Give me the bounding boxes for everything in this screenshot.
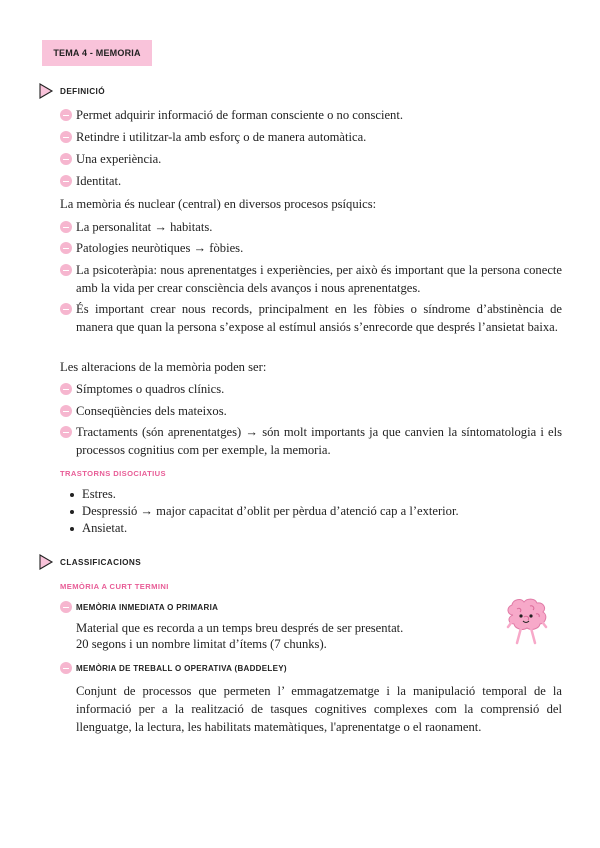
list-item: Patologies neuròtiques → fòbies.	[60, 239, 562, 257]
list-item: Símptomes o quadros clínics.	[60, 380, 562, 398]
page-title: TEMA 4 - MEMORIA	[42, 40, 152, 66]
subsection-heading-inmediata: MEMÒRIA INMEDIATA O PRIMARIA	[60, 601, 218, 613]
section-heading-label: CLASSIFICACIONS	[60, 557, 142, 567]
bullet-icon	[60, 264, 72, 276]
list-item: Permet adquirir informació de forman consciente o no conscient.	[60, 106, 562, 124]
list-item: És important crear nous records, principalment en les fòbies o síndrome d’abstinència de manera que quan la persona s’expose al estímul ansiós s’enrecorde que després l’ansietat baixa.	[60, 300, 562, 336]
list-item: Una experiència.	[60, 150, 562, 168]
bullet-icon	[60, 175, 72, 187]
subheading-trastorns: TRASTORNS DISOCIATIUS	[60, 469, 166, 478]
bullet-icon	[60, 131, 72, 143]
paragraph: La memòria és nuclear (central) en diversos procesos psíquics:	[60, 197, 377, 211]
paragraph-line: 20 segons i un nombre limitat d’ítems (7 chunks).	[76, 637, 327, 651]
list-item: Identitat.	[60, 172, 562, 190]
arrow-icon: →	[140, 504, 154, 518]
bullet-icon	[60, 383, 72, 395]
list-item: La personalitat → habitats.	[60, 218, 562, 236]
bullet-icon	[60, 662, 72, 674]
section-heading-definicio	[38, 83, 105, 99]
list-item: Ansietat.	[70, 519, 127, 537]
list-item: Retindre i utilitzar-la amb esforç o de manera automàtica.	[60, 128, 562, 146]
arrow-icon: →	[154, 220, 167, 234]
paragraph: Les alteracions de la memòria poden ser:	[60, 360, 267, 374]
bullet-icon	[60, 242, 72, 254]
bullet-dot-icon	[70, 493, 74, 497]
bullet-icon	[60, 303, 72, 315]
subsection-heading-treball: MEMÒRIA DE TREBALL O OPERATIVA (BADDELEY)	[60, 662, 287, 674]
subheading-curt-termini: MEMÒRIA A CURT TERMINI	[60, 582, 169, 591]
bullet-dot-icon	[70, 527, 74, 531]
triangle-arrow-icon	[38, 83, 54, 99]
bullet-icon	[60, 221, 72, 233]
triangle-arrow-icon	[38, 554, 54, 570]
list-item: La psicoteràpia: nous aprenentatges i experiències, per això és important que la persona conecte amb la vida per crear consciència dels avanços i nous aprenentatges.	[60, 261, 562, 297]
bullet-dot-icon	[70, 510, 74, 514]
section-heading-label: DEFINICIÓ	[60, 86, 105, 96]
list-item: Despressió → major capacitat d’oblit per pèrdua d’atenció cap a l’exterior.	[70, 502, 459, 520]
list-item: Conseqüències dels mateixos.	[60, 402, 562, 420]
brain-character-icon	[503, 597, 551, 649]
bullet-icon	[60, 405, 72, 417]
list-item: Estres.	[70, 485, 116, 503]
bullet-icon	[60, 601, 72, 613]
list-item: Tractaments (són aprenentatges) → són molt importants ja que canvien la síntomatologia i els processos cognitius com per exemple, la memoria.	[60, 423, 562, 459]
paragraph: Conjunt de processos que permeten l’ emmagatzematge i la manipulació temporal de la informació per a la realització de tasques cognitives complexes com la comprensió del llenguatge, la lectura, les habilitats matemàtiques, l'aprenentatge o el raonament.	[76, 684, 562, 734]
paragraph-line: Material que es recorda a un temps breu després de ser presentat.	[76, 621, 404, 635]
bullet-icon	[60, 153, 72, 165]
arrow-icon: →	[193, 241, 207, 255]
bullet-icon	[60, 109, 72, 121]
section-heading-classificacions	[38, 554, 141, 570]
arrow-icon: →	[245, 425, 259, 439]
bullet-icon	[60, 426, 72, 438]
